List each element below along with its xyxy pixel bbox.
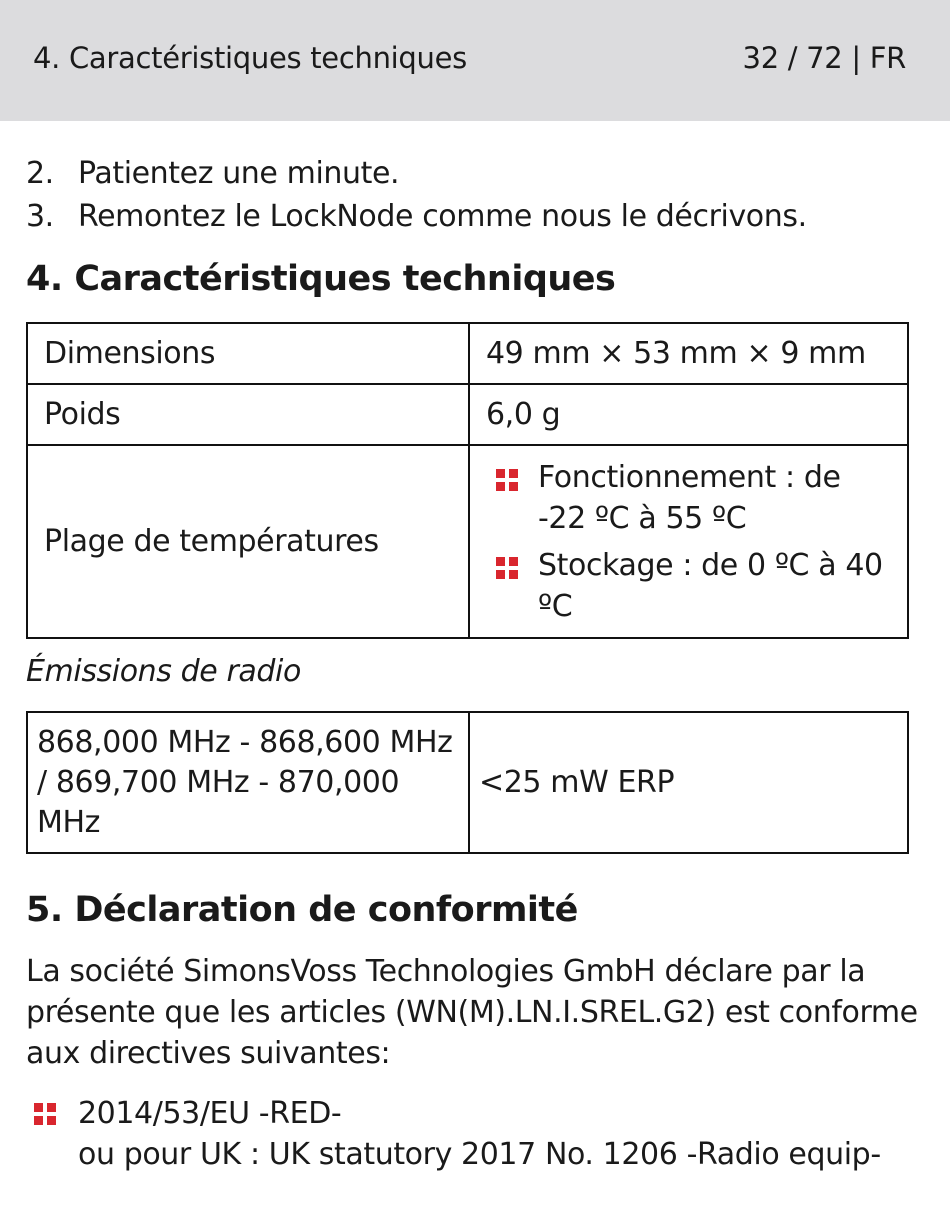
specs-table: [26, 322, 909, 639]
bullet-icon: [496, 557, 518, 579]
step-text: Remontez le LockNode comme nous le décrivons.: [78, 199, 807, 234]
step-text: Patientez une minute.: [78, 156, 400, 191]
table-row: [27, 712, 908, 853]
spec-value: 49 mm × 53 mm × 9 mm: [469, 323, 908, 384]
radio-power: <25 mW ERP: [469, 712, 908, 853]
radio-emissions-label: Émissions de radio: [26, 654, 301, 689]
spec-label: Dimensions: [27, 323, 469, 384]
radio-table: [26, 711, 909, 854]
step-number: 3.: [26, 199, 54, 234]
step-item: [26, 199, 807, 234]
section-heading: 4. Caractéristiques techniques: [26, 259, 616, 299]
section-heading: 5. Déclaration de conformité: [26, 890, 578, 930]
list-item: [486, 545, 891, 627]
conformity-paragraph: La société SimonsVoss Technologies GmbH déclare par la présente que les articles (WN(M).LN.I.SREL.G2) est conforme aux directives suivantes:: [26, 954, 918, 1071]
list-item: [26, 1093, 926, 1175]
page-header: [0, 0, 950, 121]
page-indicator: 32 / 72 | FR: [742, 41, 906, 75]
temperature-storage: Stockage : de 0 ºC à 40 ºC: [538, 547, 883, 624]
bullet-icon: [34, 1103, 56, 1125]
list-item: [486, 457, 891, 539]
directive-line: 2014/53/EU -RED-: [78, 1096, 342, 1131]
header-section-title: 4. Caractéristiques techniques: [33, 41, 467, 75]
step-item: [26, 156, 399, 191]
spec-value: 6,0 g: [469, 384, 908, 445]
step-number: 2.: [26, 156, 54, 191]
table-row: [27, 445, 908, 638]
table-row: [27, 384, 908, 445]
temperature-operating: Fonctionnement : de -22 ºC à 55 ºC: [538, 459, 841, 536]
spec-value: [469, 445, 908, 638]
table-row: [27, 323, 908, 384]
radio-frequencies: 868,000 MHz - 868,600 MHz / 869,700 MHz - 870,000 MHz: [27, 712, 469, 853]
bullet-icon: [496, 469, 518, 491]
spec-label: Plage de températures: [27, 445, 469, 638]
spec-label: Poids: [27, 384, 469, 445]
directive-line: ou pour UK : UK statutory 2017 No. 1206 -Radio equip-: [78, 1137, 881, 1172]
